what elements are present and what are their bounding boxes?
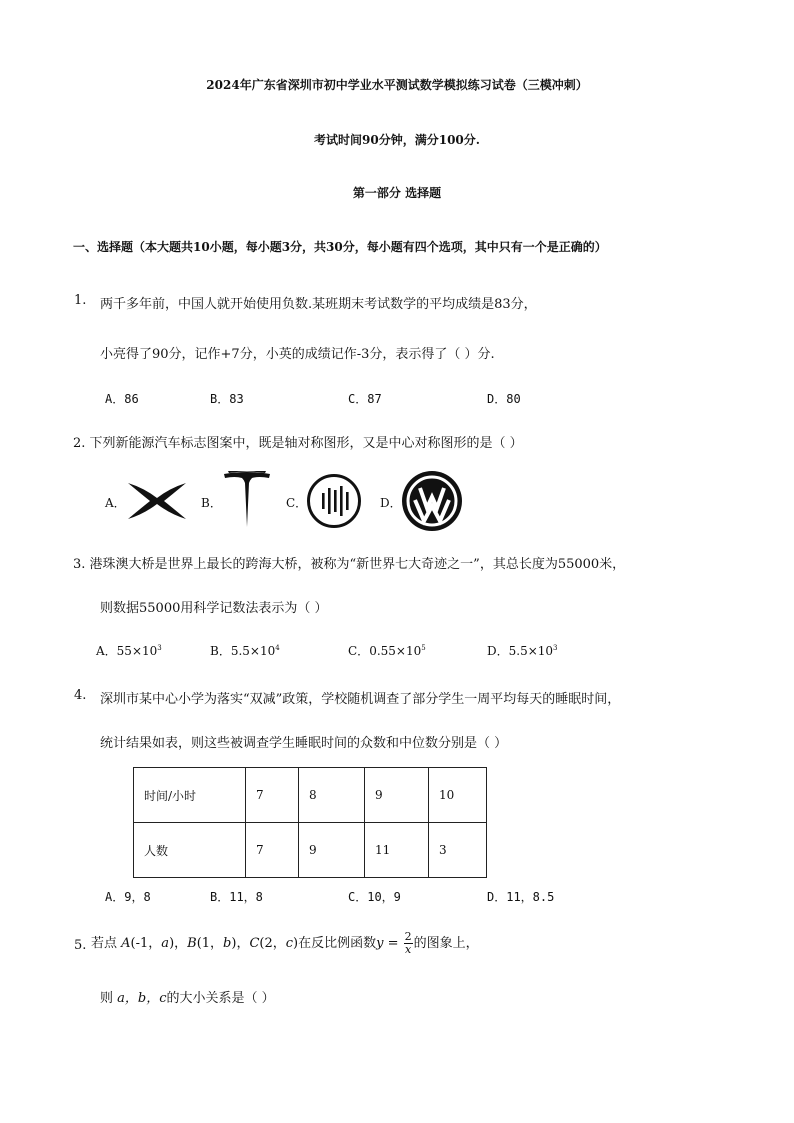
table-cell: 11 — [365, 823, 429, 878]
table-cell: 9 — [365, 768, 429, 823]
exam-time-note: 考试时间90分钟，满分100分. — [314, 133, 480, 147]
section-title: 一、选择题（本大题共10小题，每小题3分，共30分，每小题有四个选项，其中只有一个是正确的） — [73, 240, 607, 254]
table-cell: 人数 — [134, 823, 246, 878]
q3-option-b: B．$5.5\times 10^4$ — [210, 644, 280, 658]
q1-option-c: C．87 — [348, 392, 382, 406]
volkswagen-logo-icon — [401, 470, 463, 532]
q2-label-c: C． — [286, 496, 308, 510]
q4-line1: 深圳市某中心小学为落实“双减”政策，学校随机调查了部分学生一周平均每天的睡眠时间， — [100, 692, 621, 707]
q1-option-d: D．80 — [487, 392, 521, 406]
table-cell: 7 — [246, 768, 299, 823]
sleep-time-table — [133, 767, 487, 878]
q1-line2: 小亮得了90分，记作+7分，小英的成绩记作-3分，表示得了（ ）分. — [100, 347, 495, 362]
q1-option-a: A．86 — [105, 392, 139, 406]
q3-line2: 则数据55000用科学记数法表示为（ ） — [100, 601, 328, 616]
xpeng-x-logo-icon — [126, 480, 188, 522]
q1-line1: 两千多年前，中国人就开始使用负数.某班期末考试数学的平均成绩是83分， — [100, 297, 537, 312]
q2-label-d: D． — [380, 496, 402, 510]
q2-label-b: B． — [201, 496, 222, 510]
q2-text: 2. 下列新能源汽车标志图案中，既是轴对称图形，又是中心对称图形的是（ ） — [73, 436, 523, 451]
q3-line1: 3. 港珠澳大桥是世界上最长的跨海大桥，被称为“新世界七大奇迹之一”，其总长度为55000米， — [73, 557, 626, 572]
table-cell: 3 — [429, 823, 487, 878]
q3-option-c: C．$0.55\times 10^5$ — [348, 644, 426, 658]
table-cell: 8 — [299, 768, 365, 823]
q5-number: 5. — [74, 938, 87, 953]
q3-option-a: A．$55\times 10^3$ — [96, 644, 162, 658]
exam-title: 2024年广东省深圳市初中学业水平测试数学模拟练习试卷（三模冲刺） — [206, 78, 588, 92]
fraction-2-over-x: $\frac{2}{x}$ — [404, 930, 412, 956]
q4-option-b: B．11，8 — [210, 890, 263, 904]
q5-line2: 则 a，b，c的大小关系是（ ） — [100, 991, 275, 1006]
q1-number: 1. — [74, 293, 87, 308]
q4-option-a: A．9，8 — [105, 890, 151, 904]
q2-label-a: A． — [105, 496, 126, 510]
part-title: 第一部分 选择题 — [352, 186, 442, 200]
tesla-t-logo-icon — [222, 471, 272, 529]
q4-line2: 统计结果如表，则这些被调查学生睡眠时间的众数和中位数分别是（ ） — [100, 736, 508, 751]
q4-option-c: C．10，9 — [348, 890, 401, 904]
q4-number: 4. — [74, 688, 87, 703]
table-row — [134, 768, 487, 823]
q3-option-d: D．$5.5\times 10^3$ — [487, 644, 558, 658]
table-cell: 7 — [246, 823, 299, 878]
q1-option-b: B．83 — [210, 392, 244, 406]
q4-option-d: D．11，8.5 — [487, 890, 555, 904]
table-cell: 10 — [429, 768, 487, 823]
table-row — [134, 823, 487, 878]
q5-line1: 若点 A(-1，a)，B(1，b)，C(2，c)在反比例函数y = $\frac{2}{x}$ 的图象上， — [91, 930, 479, 956]
table-cell: 9 — [299, 823, 365, 878]
table-cell: 时间/小时 — [134, 768, 246, 823]
circle-bars-logo-icon — [306, 473, 362, 529]
